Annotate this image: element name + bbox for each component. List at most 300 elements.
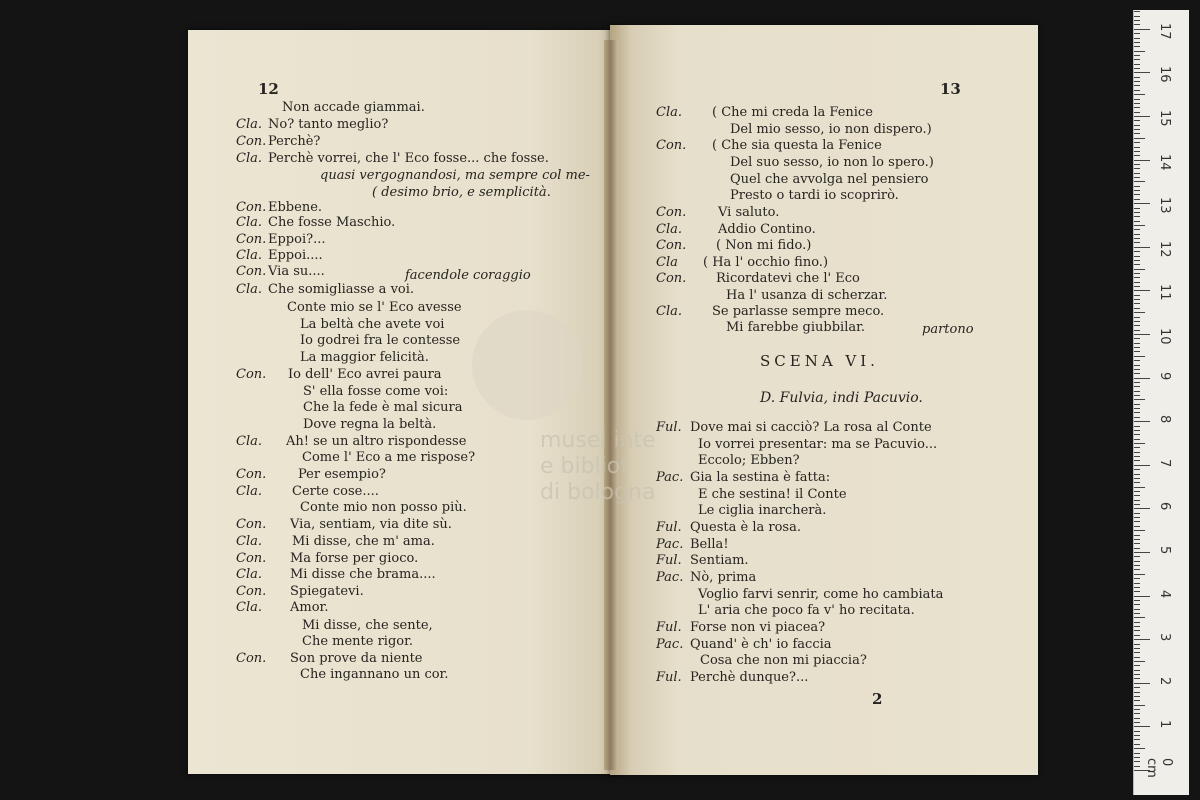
- ruler-tick: [1134, 378, 1150, 379]
- ruler-tick: [1134, 556, 1140, 557]
- ruler-tick: [1134, 482, 1140, 483]
- speaker-label: Cla.: [236, 567, 262, 582]
- verse-line: Del mio sesso, io non dispero.): [730, 122, 932, 137]
- verse-line: ( Ha l' occhio fino.): [703, 255, 829, 270]
- speaker-label: Ful.: [656, 420, 682, 435]
- verse-line: Quand' è ch' io faccia: [690, 637, 832, 652]
- ruler-number: 8: [1157, 415, 1172, 424]
- ruler-tick: [1134, 661, 1145, 662]
- ruler-tick: [1134, 238, 1140, 239]
- ruler-tick: [1134, 16, 1140, 17]
- speaker-label: Pac.: [656, 537, 684, 552]
- ruler-tick: [1134, 129, 1140, 130]
- speaker-label: Con.: [656, 271, 687, 286]
- stage-direction: quasi vergognandosi, ma sempre col me-: [320, 168, 590, 183]
- ruler-tick: [1134, 203, 1150, 204]
- ruler-tick: [1134, 513, 1140, 514]
- ruler-tick: [1134, 343, 1140, 344]
- ruler-tick: [1134, 530, 1145, 531]
- ruler-tick: [1134, 460, 1140, 461]
- ruler-tick: [1134, 443, 1145, 444]
- speaker-label: Ful.: [656, 520, 682, 535]
- ruler-tick: [1134, 600, 1140, 601]
- ruler-tick: [1134, 578, 1140, 579]
- ruler-tick: [1134, 190, 1140, 191]
- ruler-tick: [1134, 683, 1150, 684]
- ruler-tick: [1134, 208, 1140, 209]
- speaker-label: Con.: [656, 205, 687, 220]
- ruler-tick: [1134, 478, 1140, 479]
- ruler-tick: [1134, 447, 1140, 448]
- ruler-tick: [1134, 216, 1140, 217]
- verse-line: La maggior felicità.: [300, 350, 429, 365]
- ruler-tick: [1134, 609, 1140, 610]
- verse-line: E che sestina! il Conte: [698, 487, 847, 502]
- ruler-tick: [1134, 543, 1140, 544]
- ruler-tick: [1134, 90, 1140, 91]
- ruler-tick: [1134, 739, 1140, 740]
- ruler-tick: [1134, 20, 1140, 21]
- ruler-tick: [1134, 290, 1150, 291]
- speaker-label: Con.: [656, 138, 687, 153]
- verse-line: L' aria che poco fa v' ho recitata.: [698, 603, 915, 618]
- ruler-tick: [1134, 330, 1140, 331]
- speaker-label: Cla.: [236, 248, 262, 263]
- ruler-tick: [1134, 657, 1140, 658]
- ruler-tick: [1134, 85, 1140, 86]
- ruler-tick: [1134, 155, 1140, 156]
- verse-line: Mi farebbe giubbilar.: [726, 320, 866, 335]
- verse-line: ( Che mi creda la Fenice: [712, 105, 873, 120]
- ruler-tick: [1134, 766, 1140, 767]
- ruler-tick: [1134, 670, 1140, 671]
- ruler-tick: [1134, 465, 1150, 466]
- verse-line: Questa è la rosa.: [690, 520, 801, 535]
- ruler-tick: [1134, 334, 1150, 335]
- ruler-tick: [1134, 535, 1140, 536]
- verse-line: Perchè dunque?...: [690, 670, 809, 685]
- ruler-tick: [1134, 644, 1140, 645]
- ruler-number: 12: [1157, 240, 1172, 258]
- verse-line: Dove mai si cacciò? La rosa al Conte: [690, 420, 932, 435]
- verse-line: Che la fede è mal sicura: [303, 400, 463, 415]
- ruler-tick: [1134, 635, 1140, 636]
- ruler-tick: [1134, 565, 1140, 566]
- ruler-tick: [1134, 744, 1140, 745]
- verse-line: Io vorrei presentar: ma se Pacuvio...: [698, 437, 938, 452]
- speaker-label: Cla.: [236, 215, 262, 230]
- verse-line: ( Che sia questa la Fenice: [712, 138, 882, 153]
- ruler-tick: [1134, 386, 1140, 387]
- verse-line: Io dell' Eco avrei paura: [288, 367, 442, 382]
- ruler-tick: [1134, 373, 1140, 374]
- ruler-tick: [1134, 412, 1140, 413]
- ruler-number: 3: [1157, 633, 1172, 642]
- right-page-number: 13: [940, 80, 961, 98]
- ruler-tick: [1134, 561, 1140, 562]
- ruler-tick: [1134, 299, 1140, 300]
- ruler-tick: [1134, 474, 1140, 475]
- verse-line: Come l' Eco a me rispose?: [302, 450, 476, 465]
- verse-line: Che somigliasse a voi.: [268, 282, 415, 297]
- ruler-tick: [1134, 700, 1140, 701]
- ruler-tick: [1134, 404, 1140, 405]
- ruler-number: 7: [1157, 458, 1172, 468]
- ruler-tick: [1134, 282, 1140, 283]
- stage-direction: facendole coraggio: [405, 268, 531, 283]
- ruler-tick: [1134, 77, 1140, 78]
- stage-direction: partono: [922, 322, 974, 337]
- speaker-label: Cla.: [236, 117, 262, 132]
- ruler-tick: [1134, 591, 1140, 592]
- ruler-tick: [1134, 55, 1140, 56]
- verse-line: Ebbene.: [268, 200, 323, 215]
- ruler-tick: [1134, 312, 1145, 313]
- verse-line: Conte mio non posso più.: [300, 500, 467, 515]
- ruler-tick: [1134, 107, 1140, 108]
- ruler-tick: [1134, 308, 1140, 309]
- speaker-label: Con.: [236, 467, 267, 482]
- verse-line: ( Non mi fido.): [716, 238, 812, 253]
- scene-characters: D. Fulvia, indi Pacuvio.: [760, 390, 923, 406]
- stage-direction: ( desimo brio, e semplicità.: [372, 185, 551, 200]
- ruler-tick: [1134, 234, 1140, 235]
- ruler-tick: [1134, 713, 1140, 714]
- ruler-number: 2: [1157, 676, 1172, 686]
- verse-line: Mi disse, che m' ama.: [292, 534, 435, 549]
- ruler-tick: [1134, 430, 1140, 431]
- ruler-tick: [1134, 177, 1140, 178]
- ruler-tick: [1134, 613, 1140, 614]
- verse-line: No? tanto meglio?: [268, 117, 389, 132]
- ruler-tick: [1134, 500, 1140, 501]
- verse-line: Del suo sesso, io non lo spero.): [730, 155, 934, 170]
- ruler-tick: [1134, 120, 1140, 121]
- speaker-label: Con.: [236, 367, 267, 382]
- ruler-tick: [1134, 439, 1140, 440]
- ruler-tick: [1134, 264, 1140, 265]
- ruler-tick: [1134, 574, 1145, 575]
- ruler-tick: [1134, 138, 1145, 139]
- ruler-tick: [1134, 147, 1140, 148]
- ruler-tick: [1134, 626, 1140, 627]
- ruler-tick: [1134, 247, 1150, 248]
- speaker-label: Cla.: [656, 222, 682, 237]
- verse-line: Sentiam.: [690, 553, 749, 568]
- ruler-tick: [1134, 168, 1140, 169]
- signature-mark: 2: [872, 690, 883, 708]
- verse-line: Presto o tardi io scoprirò.: [730, 188, 899, 203]
- ruler-tick: [1134, 112, 1140, 113]
- verse-line: Mi disse, che sente,: [302, 618, 433, 633]
- ruler-tick: [1134, 251, 1140, 252]
- verse-line: La beltà che avete voi: [300, 317, 445, 332]
- ruler-tick: [1134, 487, 1145, 488]
- ruler-tick: [1134, 639, 1150, 640]
- ruler-tick: [1134, 426, 1140, 427]
- ruler-tick: [1134, 583, 1140, 584]
- speaker-label: Cla.: [236, 434, 262, 449]
- verse-line: Eppoi?...: [268, 232, 326, 247]
- ruler-tick: [1134, 753, 1140, 754]
- speaker-label: Cla: [656, 255, 678, 270]
- ruler-tick: [1134, 225, 1145, 226]
- verse-line: S' ella fosse come voi:: [303, 384, 449, 399]
- verse-line: Mi disse che brama....: [290, 567, 436, 582]
- verse-line: Quel che avvolga nel pensiero: [730, 172, 929, 187]
- ruler-tick: [1134, 11, 1140, 12]
- ruler-tick: [1134, 421, 1150, 422]
- verse-line: Conte mio se l' Eco avesse: [287, 300, 462, 315]
- verse-line: Amor.: [290, 600, 329, 615]
- ruler-tick: [1134, 142, 1140, 143]
- verse-line: Eppoi....: [268, 248, 323, 263]
- ruler-tick: [1134, 521, 1140, 522]
- ruler-number: 9: [1157, 371, 1172, 380]
- ruler-tick: [1134, 622, 1140, 623]
- ruler-tick: [1134, 504, 1140, 505]
- measuring-ruler: [1133, 10, 1189, 795]
- speaker-label: Con.: [236, 517, 267, 532]
- ruler-tick: [1134, 273, 1140, 274]
- ruler-tick: [1134, 303, 1140, 304]
- ruler-tick: [1134, 495, 1140, 496]
- verse-line: Che mente rigor.: [302, 634, 414, 649]
- ruler-number: 13: [1157, 197, 1172, 214]
- ruler-number: 5: [1157, 546, 1172, 555]
- verse-line: Ricordatevi che l' Eco: [716, 271, 860, 286]
- ruler-tick: [1134, 68, 1140, 69]
- ruler-tick: [1134, 722, 1140, 723]
- ruler-tick: [1134, 508, 1150, 509]
- ruler-tick: [1134, 94, 1145, 95]
- verse-line: Forse non vi piacea?: [690, 620, 826, 635]
- ruler-tick: [1134, 417, 1140, 418]
- verse-line: Ah! se un altro rispondesse: [286, 434, 467, 449]
- speaker-label: Pac.: [656, 637, 684, 652]
- ruler-tick: [1134, 596, 1150, 597]
- verse-line: Dove regna la beltà.: [303, 417, 437, 432]
- ruler-tick: [1134, 321, 1140, 322]
- scene-title: SCENA VI.: [760, 352, 879, 370]
- ruler-tick: [1134, 125, 1140, 126]
- verse-line: Che fosse Maschio.: [268, 215, 396, 230]
- speaker-label: Ful.: [656, 670, 682, 685]
- ruler-tick: [1134, 569, 1140, 570]
- ruler-tick: [1134, 526, 1140, 527]
- ruler-tick: [1134, 103, 1140, 104]
- ruler-tick: [1134, 317, 1140, 318]
- ruler-tick: [1134, 51, 1145, 52]
- ruler-tick: [1134, 164, 1140, 165]
- verse-line: Perchè?: [268, 134, 321, 149]
- ruler-tick: [1134, 761, 1140, 762]
- ruler-tick: [1134, 399, 1145, 400]
- ruler-tick: [1134, 325, 1140, 326]
- verse-line: Son prove da niente: [290, 651, 423, 666]
- ruler-tick: [1134, 46, 1140, 47]
- speaker-label: Con.: [236, 200, 267, 215]
- ruler-tick: [1134, 648, 1140, 649]
- ruler-tick: [1134, 277, 1140, 278]
- verse-line: Eccolo; Ebben?: [698, 453, 800, 468]
- ruler-tick: [1134, 408, 1140, 409]
- ruler-tick: [1134, 491, 1140, 492]
- ruler-tick: [1134, 133, 1140, 134]
- ruler-number: 15: [1157, 110, 1172, 127]
- ruler-tick: [1134, 199, 1140, 200]
- ruler-tick: [1134, 99, 1140, 100]
- verse-line: Bella!: [690, 537, 729, 552]
- ruler-tick: [1134, 517, 1140, 518]
- speaker-label: Con.: [656, 238, 687, 253]
- ruler-tick: [1134, 151, 1140, 152]
- ruler-number: 17: [1157, 22, 1172, 40]
- ruler-number: 4: [1157, 589, 1172, 598]
- left-page-number: 12: [258, 80, 279, 98]
- speaker-label: Ful.: [656, 620, 682, 635]
- verse-line: Vi saluto.: [718, 205, 780, 220]
- ruler-tick: [1134, 735, 1140, 736]
- ruler-tick: [1134, 33, 1140, 34]
- book-gutter: [604, 40, 618, 770]
- ruler-tick: [1134, 181, 1145, 182]
- ruler-tick: [1134, 687, 1140, 688]
- ruler-tick: [1134, 757, 1140, 758]
- ruler-tick: [1134, 382, 1140, 383]
- ruler-tick: [1134, 338, 1140, 339]
- verse-line: Non accade giammai.: [282, 100, 425, 115]
- ruler-tick: [1134, 709, 1140, 710]
- verse-line: Per esempio?: [298, 467, 386, 482]
- watermark-logo: [472, 310, 582, 420]
- verse-line: Ha l' usanza di scherzar.: [726, 288, 888, 303]
- ruler-tick: [1134, 72, 1150, 73]
- ruler-tick: [1134, 173, 1140, 174]
- ruler-tick: [1134, 38, 1140, 39]
- ruler-tick: [1134, 116, 1150, 117]
- ruler-tick: [1134, 365, 1140, 366]
- ruler-number: 6: [1157, 502, 1172, 511]
- ruler-tick: [1134, 652, 1140, 653]
- ruler-tick: [1134, 452, 1140, 453]
- ruler-tick: [1134, 678, 1140, 679]
- speaker-label: Con.: [236, 551, 267, 566]
- ruler-tick: [1134, 186, 1140, 187]
- ruler-tick: [1134, 64, 1140, 65]
- verse-line: Certe cose....: [292, 484, 379, 499]
- ruler-tick: [1134, 360, 1140, 361]
- ruler-tick: [1134, 81, 1140, 82]
- verse-line: Voglio farvi senrir, come ho cambiata: [698, 587, 944, 602]
- watermark-text: musei inte e bibliot di bologna: [540, 428, 656, 505]
- ruler-tick: [1134, 391, 1140, 392]
- ruler-tick: [1134, 469, 1140, 470]
- ruler-tick: [1134, 395, 1140, 396]
- speaker-label: Pac.: [656, 570, 684, 585]
- verse-line: Nò, prima: [690, 570, 757, 585]
- verse-line: Addio Contino.: [718, 222, 816, 237]
- verse-line: Che ingannano un cor.: [300, 667, 449, 682]
- ruler-tick: [1134, 726, 1150, 727]
- speaker-label: Con.: [236, 584, 267, 599]
- ruler-tick: [1134, 221, 1140, 222]
- ruler-tick: [1134, 351, 1140, 352]
- verse-line: Se parlasse sempre meco.: [712, 304, 885, 319]
- speaker-label: Cla.: [236, 282, 262, 297]
- ruler-tick: [1134, 748, 1145, 749]
- verse-line: Cosa che non mi piaccia?: [700, 653, 867, 668]
- ruler-number: 10: [1157, 328, 1172, 345]
- ruler-tick: [1134, 539, 1140, 540]
- ruler-tick: [1134, 548, 1140, 549]
- ruler-tick: [1134, 587, 1140, 588]
- ruler-unit-label: 0 cm: [1144, 758, 1174, 778]
- verse-line: Spiegatevi.: [290, 584, 364, 599]
- speaker-label: Cla.: [236, 151, 262, 166]
- verse-line: Io godrei fra le contesse: [300, 333, 461, 348]
- ruler-tick: [1134, 617, 1145, 618]
- speaker-label: Cla.: [236, 600, 262, 615]
- ruler-tick: [1134, 705, 1145, 706]
- speaker-label: Con.: [236, 651, 267, 666]
- speaker-label: Pac.: [656, 470, 684, 485]
- ruler-tick: [1134, 456, 1140, 457]
- ruler-tick: [1134, 286, 1140, 287]
- speaker-label: Con.: [236, 264, 267, 279]
- verse-line: Via, sentiam, via dite sù.: [290, 517, 452, 532]
- ruler-tick: [1134, 604, 1140, 605]
- ruler-tick: [1134, 59, 1140, 60]
- ruler-tick: [1134, 434, 1140, 435]
- ruler-tick: [1134, 260, 1140, 261]
- ruler-tick: [1134, 194, 1140, 195]
- ruler-number: 14: [1157, 153, 1172, 171]
- ruler-tick: [1134, 369, 1140, 370]
- ruler-tick: [1134, 347, 1140, 348]
- ruler-tick: [1134, 295, 1140, 296]
- ruler-tick: [1134, 269, 1145, 270]
- ruler-tick: [1134, 160, 1150, 161]
- ruler-tick: [1134, 42, 1140, 43]
- speaker-label: Cla.: [656, 105, 682, 120]
- verse-line: Via su....: [268, 264, 325, 279]
- ruler-tick: [1134, 718, 1140, 719]
- ruler-number: 1: [1157, 720, 1172, 729]
- ruler-tick: [1134, 29, 1150, 30]
- ruler-tick: [1134, 356, 1145, 357]
- verse-line: Ma forse per gioco.: [290, 551, 419, 566]
- speaker-label: Cla.: [656, 304, 682, 319]
- speaker-label: Ful.: [656, 553, 682, 568]
- speaker-label: Cla.: [236, 484, 262, 499]
- speaker-label: Con.: [236, 232, 267, 247]
- verse-line: Gia la sestina è fatta:: [690, 470, 831, 485]
- ruler-tick: [1134, 212, 1140, 213]
- ruler-tick: [1134, 692, 1140, 693]
- ruler-tick: [1134, 229, 1140, 230]
- speaker-label: Con.: [236, 134, 267, 149]
- ruler-tick: [1134, 696, 1140, 697]
- ruler-number: 16: [1157, 66, 1172, 83]
- ruler-tick: [1134, 665, 1140, 666]
- ruler-tick: [1134, 256, 1140, 257]
- ruler-number: 11: [1157, 284, 1172, 301]
- ruler-tick: [1134, 552, 1150, 553]
- ruler-tick: [1134, 24, 1140, 25]
- ruler-tick: [1134, 242, 1140, 243]
- ruler-tick: [1134, 674, 1140, 675]
